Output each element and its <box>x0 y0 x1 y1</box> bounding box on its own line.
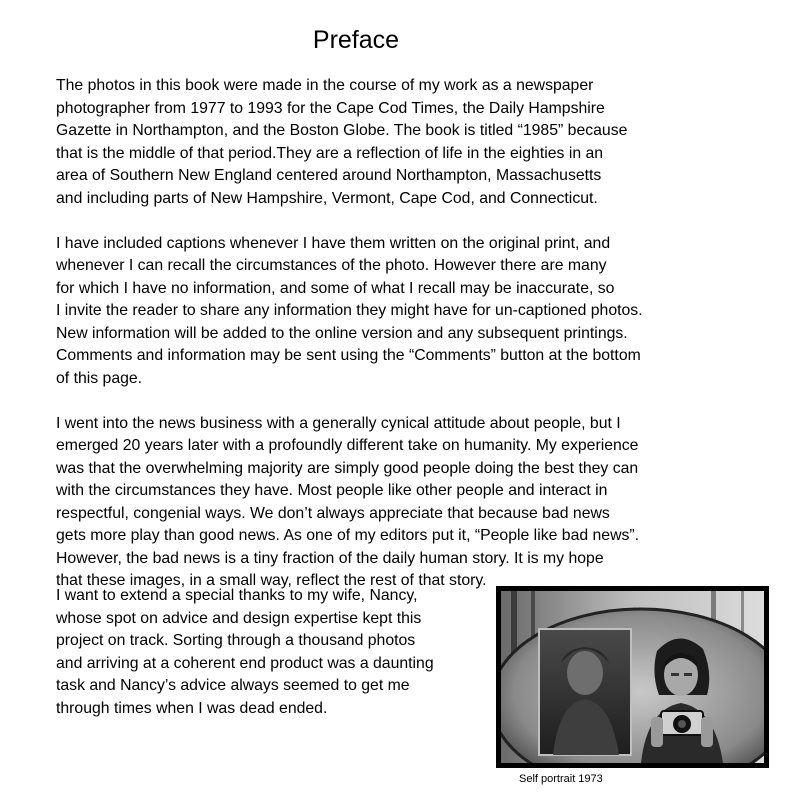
paragraph-gap <box>56 210 746 233</box>
text-line: emerged 20 years later with a profoundly different take on humanity. My experience <box>56 437 639 454</box>
text-line: through times when I was dead ended. <box>56 699 328 717</box>
text-line: and arriving at a coherent end product was a daunting <box>56 654 434 672</box>
paragraph-3 <box>56 413 746 593</box>
preface-body <box>56 75 746 593</box>
text-line: photographer from 1977 to 1993 for the Cape Cod Times, the Daily Hampshire <box>56 99 605 117</box>
text-line: New information will be added to the online version and any subsequent printings. <box>56 324 628 342</box>
paragraph-gap <box>56 390 746 413</box>
text-line: for which I have no information, and some of what I recall may be inaccurate, so <box>56 279 615 297</box>
text-line: that these images, in a small way, reflect the rest of that story. <box>56 572 487 589</box>
text-line: with the circumstances they have. Most people like other people and interact in <box>56 482 608 499</box>
self-portrait-photo <box>496 586 769 768</box>
page-title: Preface <box>312 26 400 54</box>
text-line: task and Nancy’s advice always seemed to get me <box>56 677 410 694</box>
text-line: project on track. Sorting through a thousand photos <box>56 632 416 649</box>
paragraph-4 <box>56 585 496 720</box>
paragraph-1 <box>56 75 746 210</box>
text-line: I went into the news business with a generally cynical attitude about people, but I <box>56 414 621 432</box>
text-line: whenever I can recall the circumstances of the photo. However there are many <box>56 257 607 274</box>
text-line: I invite the reader to share any information they might have for un-captioned photos. <box>56 302 643 319</box>
text-line: whose spot on advice and design expertise kept this <box>56 609 422 627</box>
text-line: The photos in this book were made in the course of my work as a newspaper <box>56 77 594 94</box>
text-line: was that the overwhelming majority are simply good people doing the best they can <box>56 459 639 477</box>
text-line: I have included captions whenever I have them written on the original print, and <box>56 234 611 252</box>
text-line: gets more play than good news. As one of my editors put it, “People like bad news”. <box>56 527 640 544</box>
text-line: I want to extend a special thanks to my wife, Nancy, <box>56 587 418 604</box>
text-line: area of Southern New England centered around Northampton, Massachusetts <box>56 167 602 184</box>
text-line: respectful, congenial ways. We don’t always appreciate that because bad news <box>56 504 610 522</box>
paragraph-2 <box>56 233 746 391</box>
photo-image <box>501 591 764 763</box>
text-line: that is the middle of that period.They are a reflection of life in the eighties in an <box>56 144 604 162</box>
text-line: However, the bad news is a tiny fraction of the daily human story. It is my hope <box>56 549 604 567</box>
text-line: of this page. <box>56 369 143 387</box>
text-line: and including parts of New Hampshire, Vermont, Cape Cod, and Connecticut. <box>56 189 598 207</box>
photo-caption: Self portrait 1973 <box>519 773 603 785</box>
text-line: Comments and information may be sent using the “Comments” button at the bottom <box>56 347 641 364</box>
text-line: Gazette in Northampton, and the Boston Globe. The book is titled “1985” because <box>56 122 628 139</box>
